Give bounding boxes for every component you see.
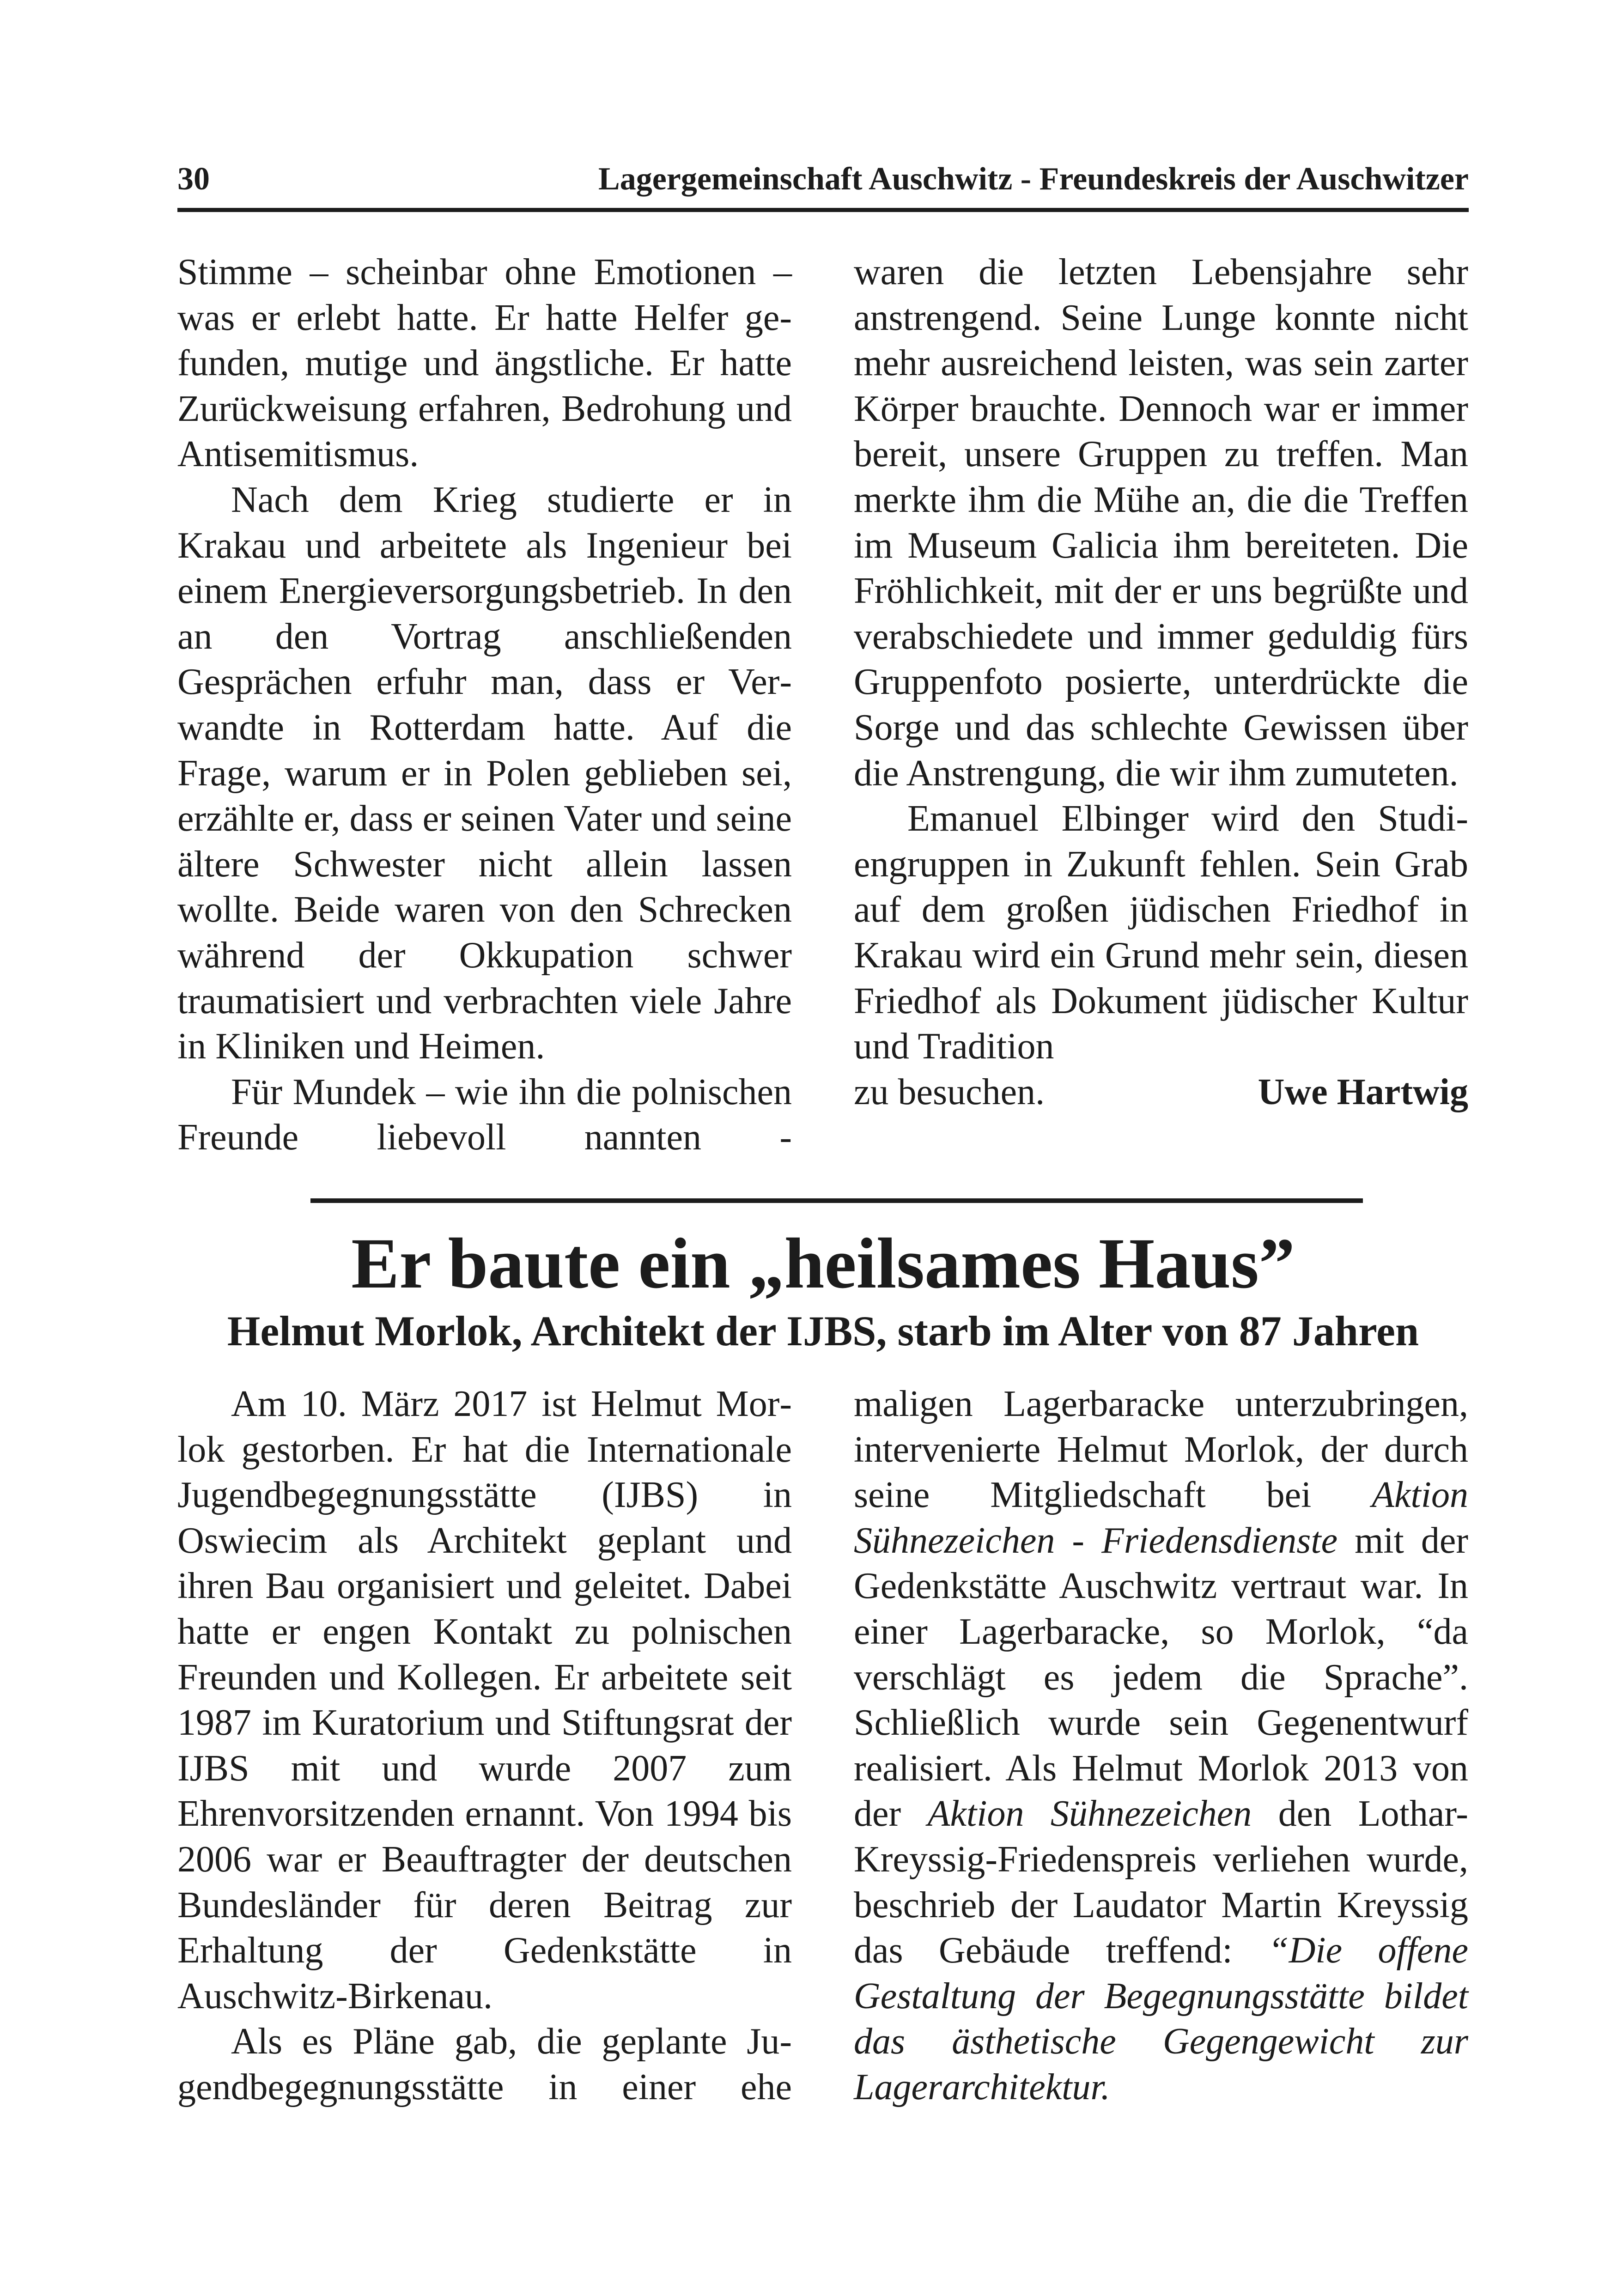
article-text: maligen Lagerbaracke unterzubringen, intervenierte Helmut Morlok, der durch seine Mitgliedschaft bei xyxy=(854,1384,1468,1516)
author-name: Uwe Hartwig xyxy=(1258,1071,1468,1112)
article-divider xyxy=(310,1198,1363,1203)
article-text: den Lothar-Kreyssig-Friedenspreis verliehen wurde, beschrieb der Laudator Martin Kreyssig das Gebäude treffend: xyxy=(854,1793,1468,1971)
obituary-signoff xyxy=(854,1069,1468,1115)
obituary-column-right xyxy=(854,249,1468,1115)
article-paragraph xyxy=(854,1381,1468,2110)
obituary-paragraph: Nach dem Krieg studierte er in Krakau und arbeitete als Ingenieur bei einem Energieversorgungsbetrieb. In den an den Vortrag anschließenden Gesprächen erfuhr man, dass er Verwandte in Rotterdam hatte. Auf die Frage, warum er in Polen geblieben sei, erzählte er, dass er seinen Vater und seine ältere Schwester nicht allein lassen wollte. Beide waren von den Schrecken während der Okkupation schwer traumatisiert und verbrachten viele Jahre in Kliniken und Heimen. xyxy=(177,479,792,1067)
organization-name: Aktion Sühnezeichen - Friedensdienste xyxy=(854,1475,1468,1561)
organization-name: Aktion Sühnezeichen xyxy=(927,1793,1252,1834)
journal-title: Lagergemeinschaft Auschwitz - Freundeskreis der Auschwitzer xyxy=(598,161,1469,197)
page-number: 30 xyxy=(177,161,210,197)
article-subheadline: Helmut Morlok, Architekt der IJBS, starb im Alter von 87 Jahren xyxy=(227,1307,1419,1355)
article-column-right xyxy=(854,1381,1468,2110)
page-header xyxy=(177,157,1469,212)
article-column-left xyxy=(177,1381,792,2110)
article-paragraph: Am 10. März 2017 ist Helmut Morlok gestorben. Er hat die Internationale Jugendbegegnungsstätte (IJBS) in Oswiecim als Architekt geplant und ihren Bau organisiert und geleitet. Dabei hatte er engen Kontakt zu polnischen Freunden und Kollegen. Er arbeitete seit 1987 im Kuratorium und Stiftungsrat der IJBS mit und wurde 2007 zum Ehrenvorsitzenden ernannt. Von 1994 bis 2006 war er Beauftragter der deutschen Bundesländer für deren Beitrag zur Erhaltung der Gedenkstätte in Auschwitz-Birkenau. xyxy=(177,1384,792,2017)
obituary-paragraph: Emanuel Elbinger wird den Studiengruppen in Zukunft fehlen. Sein Grab auf dem großen jüdischen Friedhof in Krakau wird ein Grund mehr sein, diesen Friedhof als Dokument jüdischer Kultur und Tradition xyxy=(854,798,1468,1067)
obituary-paragraph: Stimme – scheinbar ohne Emotionen – was er erlebt hatte. Er hatte Helfer gefunden, mutige und ängstliche. Er hatte Zurückweisung erfahren, Bedrohung und Antisemitismus. xyxy=(177,252,792,475)
obituary-column-left xyxy=(177,249,792,1160)
article-paragraph: Als es Pläne gab, die geplante Jugendbegegnungsstätte in einer ehe xyxy=(177,2021,792,2108)
obituary-paragraph: waren die letzten Lebensjahre sehr anstrengend. Seine Lunge konnte nicht mehr ausreichend leisten, was sein zarter Körper brauchte. Dennoch war er immer bereit, unsere Gruppen zu treffen. Man merkte ihm die Mühe an, die die Treffen im Museum Galicia ihm bereiteten. Die Fröhlichkeit, mit der er uns begrüßte und verabschiedete und immer geduldig fürs Gruppenfoto posierte, unterdrückte die Sorge und das schlechte Gewissen über die Anstrengung, die wir ihm zumuteten. xyxy=(854,252,1468,794)
obituary-closing-text: zu besuchen. xyxy=(854,1071,1045,1112)
obituary-paragraph: Für Mundek – wie ihn die polnischen Freunde liebevoll nannten - xyxy=(177,1071,792,1158)
laudation-quote: “Die offene Gestaltung der Begegnungsstätte bildet das ästhetische Gegengewicht zur Lagerarchitektur. xyxy=(854,1930,1469,2108)
article-text: mit der Gedenkstätte Auschwitz vertraut war. In einer Lagerbaracke, so Morlok, “da verschlägt es jedem die Sprache”. Schließlich wurde sein Gegenentwurf realisiert. Als Helmut Morlok 2013 von der xyxy=(854,1520,1468,1834)
article-headline: Er baute ein „heilsames Haus” xyxy=(351,1223,1295,1303)
